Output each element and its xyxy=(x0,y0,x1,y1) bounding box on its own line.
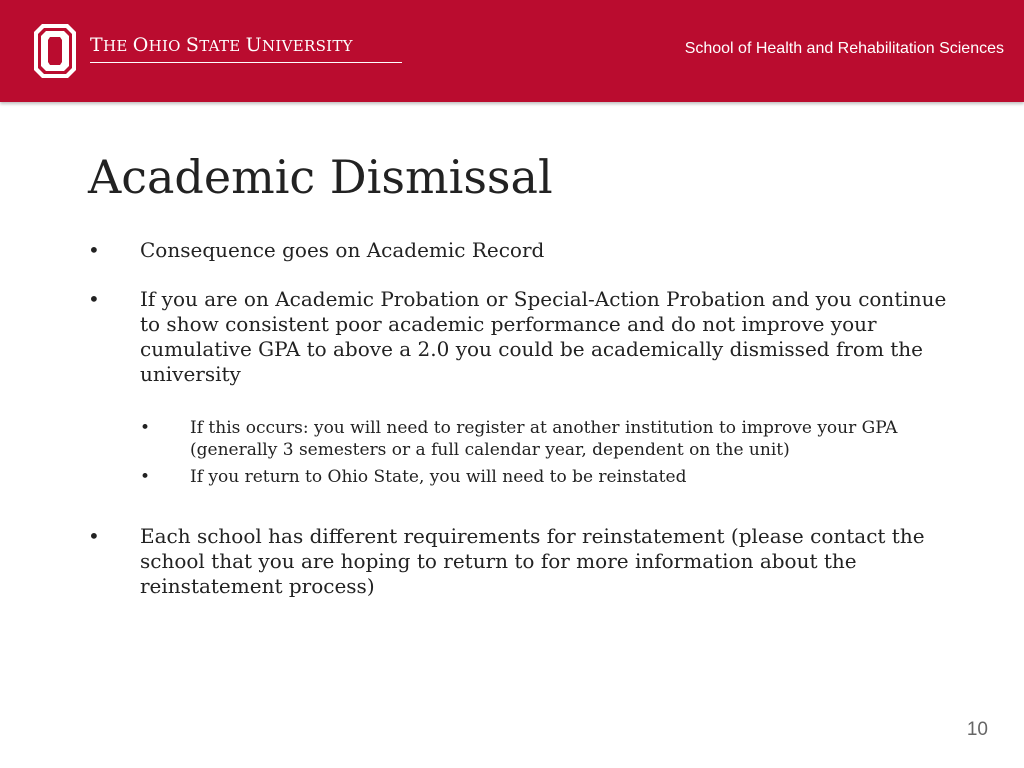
sub-bullet-item xyxy=(88,417,958,461)
university-name-underline xyxy=(90,62,402,63)
bullet-item xyxy=(88,287,958,387)
header-bar xyxy=(0,0,1024,102)
bullet-text: If you return to Ohio State, you will need to be reinstated xyxy=(190,467,687,487)
page-number: 10 xyxy=(966,719,988,740)
bullet-marker: • xyxy=(88,287,100,311)
bullet-text: If you are on Academic Probation or Special-Action Probation and you continue to show consistent poor academic performance and do not improve your cumulative GPA to above a 2.0 you could be academically dismissed from the university xyxy=(140,287,947,386)
slide-title: Academic Dismissal xyxy=(88,150,553,204)
bullet-marker: • xyxy=(140,467,151,487)
bullet-item xyxy=(88,524,958,599)
bullet-marker: • xyxy=(140,418,151,438)
school-name: School of Health and Rehabilitation Sciences xyxy=(684,40,1004,57)
bullet-marker: • xyxy=(88,238,100,262)
bullet-marker: • xyxy=(88,524,100,548)
block-o-logo-icon xyxy=(34,24,76,78)
bullet-text: Each school has different requirements for reinstatement (please contact the school that you are hoping to return to for more information about the reinstatement process) xyxy=(140,524,925,598)
university-name: THE OHIO STATE UNIVERSITY xyxy=(90,34,353,56)
bullet-text: If this occurs: you will need to register at another institution to improve your GPA (generally 3 semesters or a full calendar year, dependent on the unit) xyxy=(190,418,898,460)
sub-bullet-item xyxy=(88,466,958,488)
bullet-list xyxy=(88,238,958,599)
bullet-item xyxy=(88,238,958,263)
bullet-text: Consequence goes on Academic Record xyxy=(140,238,545,262)
